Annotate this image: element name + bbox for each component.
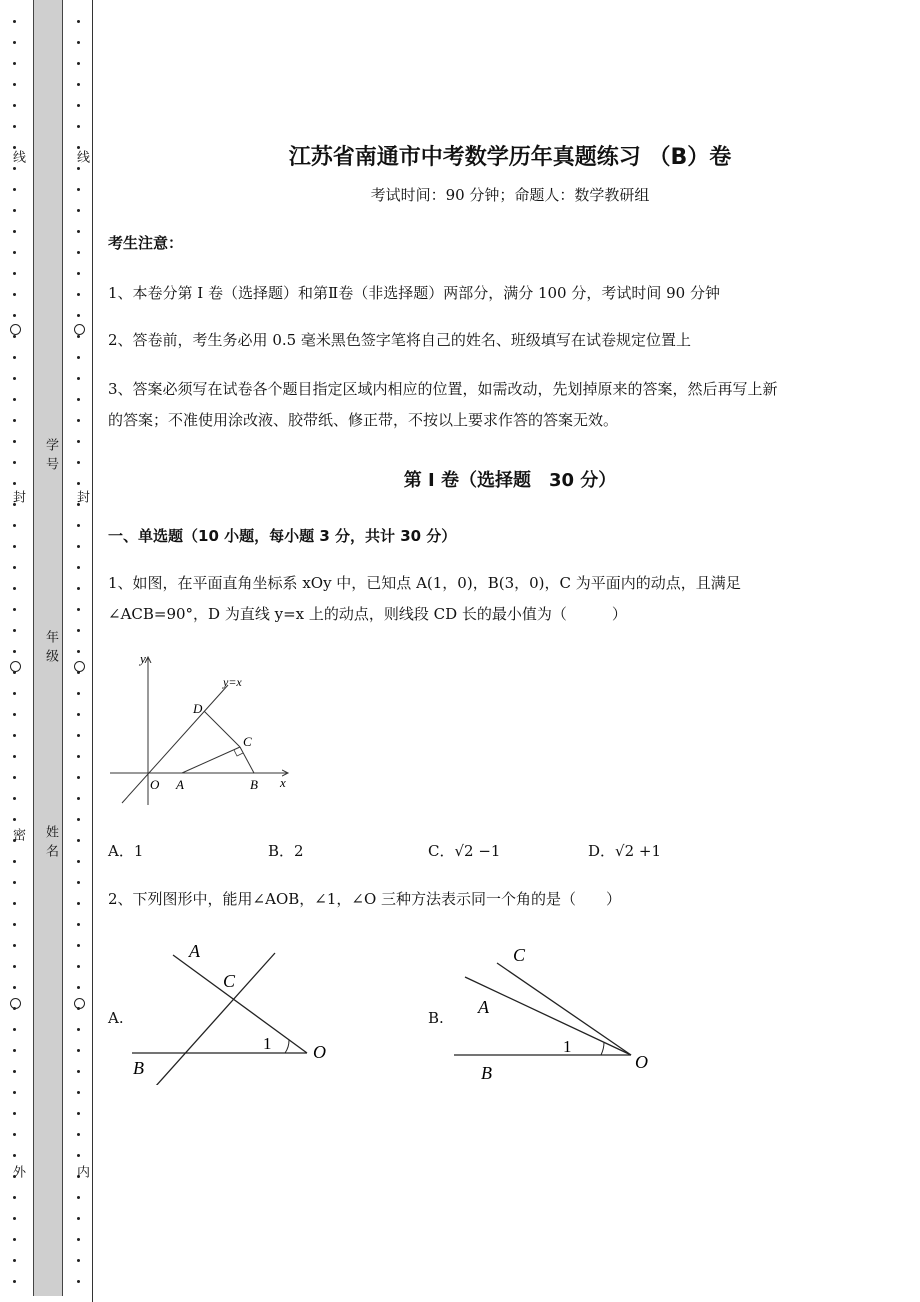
binding-dot xyxy=(77,860,80,863)
binding-dot xyxy=(77,587,80,590)
binding-dot xyxy=(77,1049,80,1052)
binding-dot xyxy=(13,524,16,527)
binding-dot xyxy=(13,209,16,212)
binding-dot xyxy=(77,125,80,128)
binding-dot xyxy=(13,713,16,716)
binding-dot xyxy=(77,986,80,989)
exam-title: 江苏省南通市中考数学历年真题练习 （B）卷 xyxy=(288,145,732,170)
binding-dot xyxy=(77,881,80,884)
binding-dot xyxy=(13,104,16,107)
binding-dot xyxy=(77,251,80,254)
label-1: 1 xyxy=(263,1034,272,1053)
binding-circle xyxy=(10,661,21,672)
binding-dot xyxy=(77,293,80,296)
label-x: x xyxy=(280,775,286,790)
binding-dot xyxy=(13,797,16,800)
q2-option-a-label[interactable]: A. xyxy=(108,1009,124,1027)
binding-dot xyxy=(77,839,80,842)
segment-DC xyxy=(204,711,240,747)
notice-item-continued: 的答案；不准使用涂改液、胶带纸、修正带，不按以上要求作答的答案无效。 xyxy=(108,411,619,429)
notice-item: 2、答卷前，考生务必用 0.5 毫米黑色签字笔将自己的姓名、班级填写在试卷规定位置上 xyxy=(108,331,691,349)
binding-dot xyxy=(77,734,80,737)
binding-dot xyxy=(13,755,16,758)
binding-dot xyxy=(77,1091,80,1094)
binding-dot xyxy=(77,20,80,23)
binding-dot xyxy=(13,1112,16,1115)
binding-dot xyxy=(77,566,80,569)
binding-dot xyxy=(13,692,16,695)
binding-dot xyxy=(13,1238,16,1241)
binding-dot xyxy=(77,1238,80,1241)
binding-dot xyxy=(13,860,16,863)
label-C: C xyxy=(513,945,526,965)
angle-arc xyxy=(601,1042,604,1055)
binding-dot xyxy=(77,1217,80,1220)
binding-dot xyxy=(13,20,16,23)
ray-OA xyxy=(173,955,307,1053)
binding-dot xyxy=(77,482,80,485)
q1-text-line2: ∠ACB=90°，D 为直线 y=x 上的动点，则线段 CD 长的最小值为（ ） xyxy=(108,605,627,623)
binding-dot xyxy=(77,1133,80,1136)
binding-dot xyxy=(13,314,16,317)
exam-subtitle: 考试时间：90 分钟；命题人：数学教研组 xyxy=(370,186,650,204)
label-1: 1 xyxy=(563,1037,572,1056)
ray-OA xyxy=(465,977,631,1055)
notice-item: 3、答案必须写在试卷各个题目指定区域内相应的位置，如需改动，先划掉原来的答案，然后再写上新 xyxy=(108,380,778,398)
binding-circle xyxy=(74,661,85,672)
binding-dot xyxy=(77,524,80,527)
binding-dot xyxy=(77,41,80,44)
binding-dot xyxy=(13,41,16,44)
binding-dot xyxy=(13,1133,16,1136)
binding-dot xyxy=(13,1028,16,1031)
notice-heading: 考生注意： xyxy=(108,234,184,252)
binding-dot xyxy=(13,251,16,254)
label-O: O xyxy=(150,777,160,792)
binding-circle xyxy=(74,324,85,335)
label-A: A xyxy=(478,997,489,1017)
label-D: D xyxy=(193,701,203,716)
binding-dot xyxy=(77,1280,80,1283)
label-O: O xyxy=(313,1042,326,1062)
binding-dot xyxy=(13,566,16,569)
label-A: A xyxy=(189,941,200,961)
binding-dot xyxy=(13,986,16,989)
binding-dot xyxy=(77,419,80,422)
binding-dot xyxy=(13,188,16,191)
binding-dot xyxy=(77,314,80,317)
binding-dot xyxy=(13,587,16,590)
outer-label-wai: 外 xyxy=(10,1165,25,1178)
outer-label-feng: 封 xyxy=(10,490,25,503)
segment-AC xyxy=(182,747,240,773)
inner-label-feng: 封 xyxy=(74,490,89,503)
binding-dot xyxy=(77,1259,80,1262)
binding-dot xyxy=(77,1028,80,1031)
binding-circle xyxy=(74,998,85,1009)
binding-dot xyxy=(77,608,80,611)
notice-item: 1、本卷分第 I 卷（选择题）和第Ⅱ卷（非选择题）两部分，满分 100 分，考试时间 90 分钟 xyxy=(108,284,720,302)
binding-dot xyxy=(13,146,16,149)
transversal-line xyxy=(155,953,275,1085)
binding-dot xyxy=(13,608,16,611)
binding-dot xyxy=(77,650,80,653)
binding-dot xyxy=(13,734,16,737)
binding-dot xyxy=(77,1070,80,1073)
binding-dot xyxy=(77,272,80,275)
q2-text: 2、下列图形中，能用∠AOB，∠1，∠O 三种方法表示同一个角的是（ ） xyxy=(108,890,622,908)
binding-dot xyxy=(13,944,16,947)
label-line: y=x xyxy=(223,675,242,689)
binding-dot xyxy=(77,923,80,926)
label-B: B xyxy=(133,1058,144,1078)
q1-text-line1: 1、如图，在平面直角坐标系 xOy 中，已知点 A(1，0)，B(3，0)，C 为平面内的动点，且满足 xyxy=(108,574,741,592)
binding-dot xyxy=(77,356,80,359)
section-title: 第 I 卷（选择题 30 分） xyxy=(403,470,617,491)
binding-dot xyxy=(13,1196,16,1199)
binding-dot xyxy=(13,1280,16,1283)
binding-dot xyxy=(13,503,16,506)
binding-dot xyxy=(13,1091,16,1094)
binding-dot xyxy=(77,62,80,65)
binding-circle xyxy=(10,324,21,335)
binding-dot xyxy=(77,692,80,695)
outer-label-mi: 密 xyxy=(10,828,25,841)
binding-dot xyxy=(77,377,80,380)
binding-dot xyxy=(77,944,80,947)
binding-dot xyxy=(77,1112,80,1115)
binding-dot xyxy=(13,125,16,128)
q1-choice-c[interactable]: C．√2 −1 xyxy=(428,842,501,860)
binding-dot xyxy=(77,755,80,758)
binding-dot xyxy=(13,335,16,338)
q1-choice-a[interactable]: A．1 xyxy=(108,842,144,860)
label-y: y xyxy=(140,651,146,666)
binding-dot xyxy=(77,1154,80,1157)
q1-coordinate-figure xyxy=(100,645,300,810)
margin-border-line xyxy=(92,0,93,1302)
binding-dot xyxy=(77,461,80,464)
field-grade: 年级 xyxy=(43,630,58,668)
inner-label-xian: 线 xyxy=(74,150,89,163)
binding-dot xyxy=(77,545,80,548)
binding-dot xyxy=(77,776,80,779)
binding-dot xyxy=(13,461,16,464)
binding-dot xyxy=(77,167,80,170)
binding-dot xyxy=(13,629,16,632)
binding-dot xyxy=(13,230,16,233)
binding-dot xyxy=(13,62,16,65)
label-C: C xyxy=(223,971,236,991)
label-A: A xyxy=(176,777,184,792)
outer-label-xian: 线 xyxy=(10,150,25,163)
binding-dot xyxy=(13,377,16,380)
binding-dot xyxy=(77,965,80,968)
binding-dot xyxy=(13,398,16,401)
label-B: B xyxy=(481,1063,492,1083)
inner-label-nei: 内 xyxy=(74,1165,89,1178)
binding-dot xyxy=(77,1196,80,1199)
label-C: C xyxy=(243,734,252,749)
binding-dot xyxy=(77,209,80,212)
binding-circle xyxy=(10,998,21,1009)
binding-dot xyxy=(13,776,16,779)
field-student-id: 学号 xyxy=(43,438,58,476)
dotted-line-outer xyxy=(10,0,20,1302)
binding-dot xyxy=(13,1070,16,1073)
binding-dot xyxy=(13,1049,16,1052)
binding-margin xyxy=(0,0,100,1302)
field-name: 姓名 xyxy=(43,825,58,863)
binding-dot xyxy=(77,503,80,506)
binding-dot xyxy=(77,230,80,233)
binding-dot xyxy=(77,398,80,401)
binding-dot xyxy=(77,797,80,800)
binding-dot xyxy=(13,1217,16,1220)
binding-dot xyxy=(13,923,16,926)
binding-dot xyxy=(77,440,80,443)
binding-dot xyxy=(77,104,80,107)
part-heading: 一、单选题（10 小题，每小题 3 分，共计 30 分） xyxy=(108,527,457,545)
binding-dot xyxy=(13,1154,16,1157)
binding-dot xyxy=(77,818,80,821)
line-y-equals-x xyxy=(122,685,228,803)
q2-figure-a xyxy=(125,935,355,1085)
binding-dot xyxy=(13,1259,16,1262)
binding-dot xyxy=(13,293,16,296)
binding-dot xyxy=(77,629,80,632)
binding-dot xyxy=(77,713,80,716)
segment-BC xyxy=(240,747,254,773)
label-O: O xyxy=(635,1052,648,1072)
q1-choice-b[interactable]: B．2 xyxy=(268,842,304,860)
binding-dot xyxy=(13,440,16,443)
binding-dot xyxy=(77,902,80,905)
binding-dot xyxy=(13,83,16,86)
binding-dot xyxy=(77,83,80,86)
dotted-line-inner xyxy=(74,0,84,1302)
binding-dot xyxy=(13,167,16,170)
binding-dot xyxy=(13,272,16,275)
angle-arc xyxy=(285,1040,289,1053)
binding-dot xyxy=(13,545,16,548)
binding-dot xyxy=(13,965,16,968)
q1-choice-d[interactable]: D．√2 +1 xyxy=(588,842,662,860)
binding-dot xyxy=(13,419,16,422)
binding-dot xyxy=(77,146,80,149)
binding-dot xyxy=(77,188,80,191)
binding-dot xyxy=(77,335,80,338)
binding-dot xyxy=(13,650,16,653)
binding-dot xyxy=(13,902,16,905)
q2-option-b-label[interactable]: B. xyxy=(428,1009,444,1027)
binding-dot xyxy=(13,482,16,485)
binding-dot xyxy=(13,818,16,821)
label-B: B xyxy=(250,777,258,792)
binding-dot xyxy=(13,881,16,884)
q2-figure-b xyxy=(445,935,675,1085)
binding-dot xyxy=(13,356,16,359)
